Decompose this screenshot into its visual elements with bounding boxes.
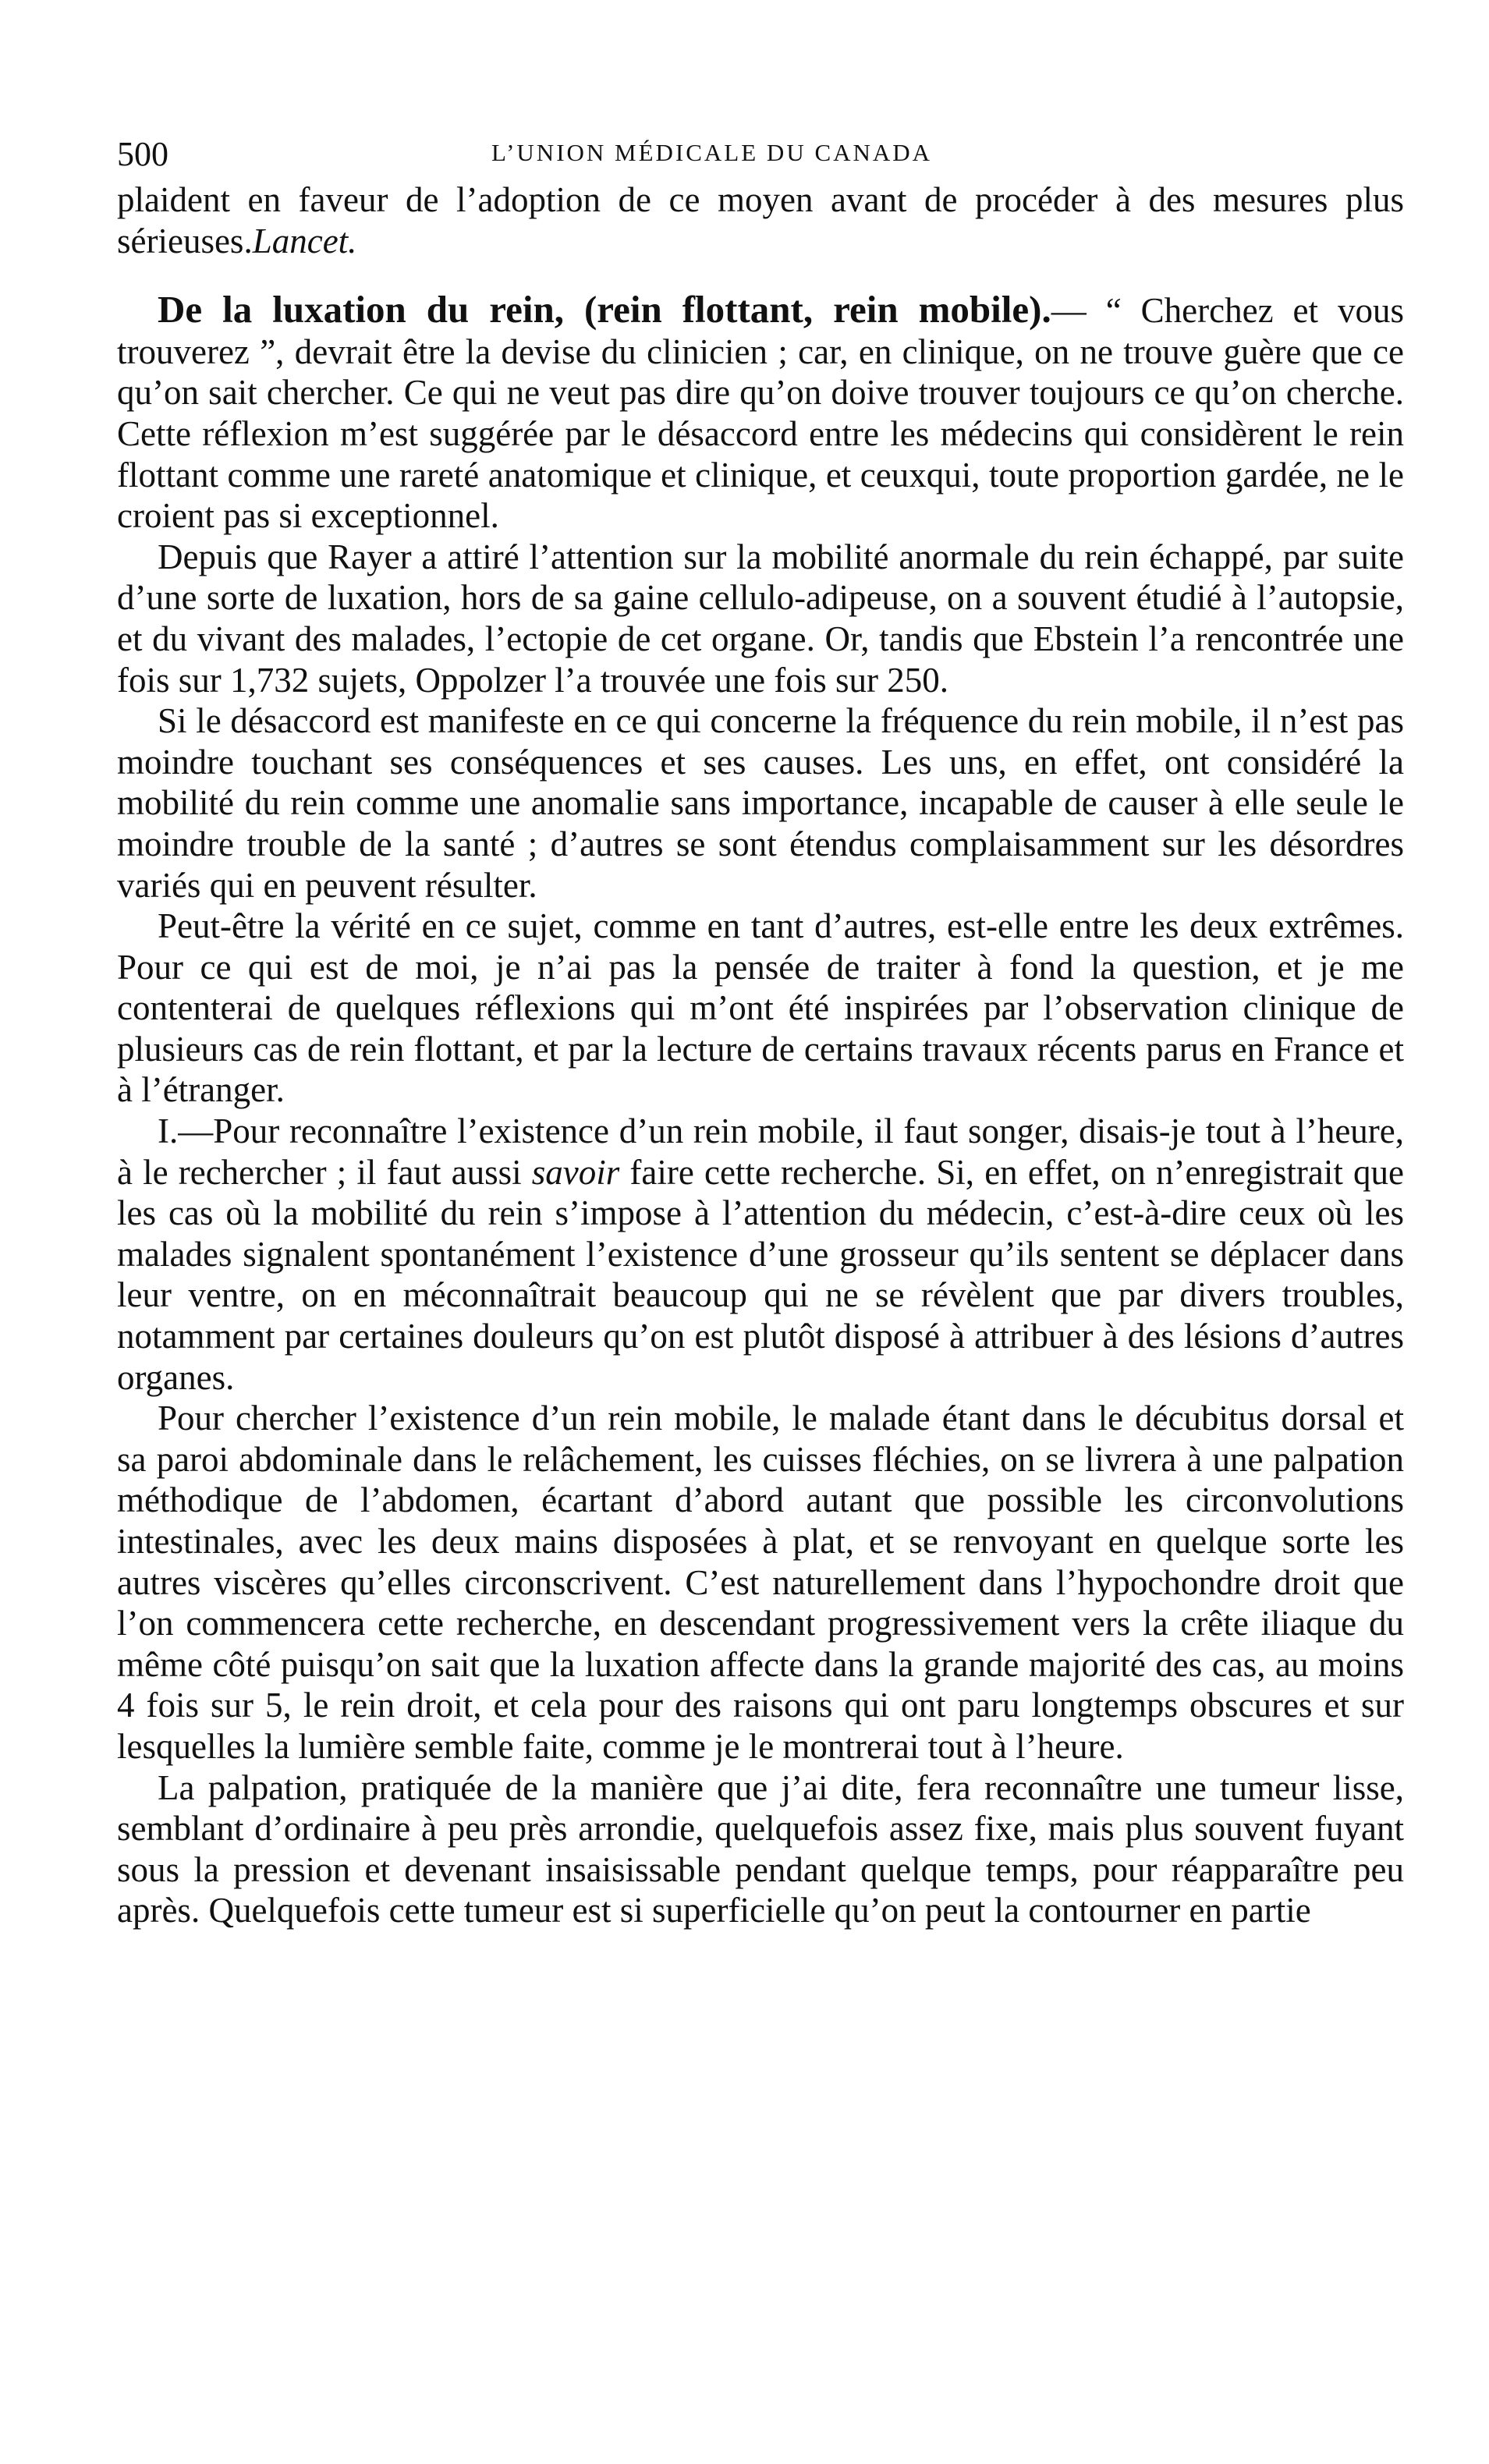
section-one-emphasis: savoir	[531, 1152, 620, 1192]
section-one-text-end: faire cette recherche. Si, en effet, on n’enregistrait que les cas où la mobilité du rein s’impose à l’attention du médecin, c’est-à-dire ceux où les malades signalent spontanément l’existence d’une grosseur qu’ils sentent se déplacer dans leur ventre, on en méconnaîtrait beaucoup qui ne se révèlent que par divers troubles, notamment par certaines douleurs qu’on est plutôt disposé à attribuer à des lésions d’autres organes.	[117, 1152, 1404, 1397]
paragraph: Peut-être la vérité en ce sujet, comme en tant d’autres, est-elle entre les deux extrêmes. Pour ce qui est de moi, je n’ai pas la pensée de traiter à fond la question, et je me contenterai de quelques réflexions qui m’ont été inspirées par l’observation clinique de plusieurs cas de rein flottant, et par la lecture de certains travaux récents parus en France et à l’étranger.	[117, 906, 1404, 1110]
section-one-text-start: I.—Pour reconnaître l’existence d’un rein mobile, il faut songer, disais-je tout à l’heure, à le rechercher ; il faut aussi	[117, 1111, 1404, 1192]
article-title: De la luxation du rein, (rein flottant, rein mobile).	[158, 288, 1051, 331]
document-page	[117, 117, 1404, 1931]
intro-paragraph	[117, 179, 1404, 261]
running-head: L’UNION MÉDICALE DU CANADA	[491, 139, 933, 166]
paragraph: La palpation, pratiquée de la manière que j’ai dite, fera reconnaître une tumeur lisse, semblant d’ordinaire à peu près arrondie, quelquefois assez fixe, mais plus souvent fuyant sous la pression et devenant insaisissable pendant quelque temps, pour réapparaître peu après. Quelquefois cette tumeur est si superficielle qu’on peut la contourner en partie	[117, 1767, 1404, 1930]
article-lead-paragraph	[117, 289, 1404, 537]
page-header	[117, 117, 1404, 179]
intro-text: plaident en faveur de l’adoption de ce moyen avant de procéder à des mesures plus sérieuses.	[117, 180, 1404, 261]
section-one-paragraph	[117, 1111, 1404, 1398]
body-text	[117, 179, 1404, 1931]
page-number: 500	[117, 135, 168, 173]
paragraph: Depuis que Rayer a attiré l’attention sur la mobilité anormale du rein échappé, par suite d’une sorte de luxation, hors de sa gaine cellulo-adipeuse, on a souvent étudié à l’autopsie, et du vivant des malades, l’ectopie de cet organe. Or, tandis que Ebstein l’a rencontrée une fois sur 1,732 sujets, Oppolzer l’a trouvée une fois sur 250.	[117, 537, 1404, 700]
paragraph: Si le désaccord est manifeste en ce qui concerne la fréquence du rein mobile, il n’est pas moindre touchant ses conséquences et ses causes. Les uns, en effet, ont considéré la mobilité du rein comme une anomalie sans importance, incapable de causer à elle seule le moindre trouble de la santé ; d’autres se sont étendus complaisamment sur les désordres variés qui en peuvent résulter.	[117, 701, 1404, 905]
intro-source: Lancet.	[252, 221, 357, 261]
paragraph: Pour chercher l’existence d’un rein mobile, le malade étant dans le décubitus dorsal et sa paroi abdominale dans le relâchement, les cuisses fléchies, on se livrera à une palpation méthodique de l’abdomen, écartant d’abord autant que possible les circonvolutions intestinales, avec les deux mains disposées à plat, et se renvoyant en quelque sorte les autres viscères qu’elles circonscrivent. C’est naturellement dans l’hypochondre droit que l’on commencera cette recherche, en descendant progressivement vers la crête iliaque du même côté puisqu’on sait que la luxation affecte dans la grande majorité des cas, au moins 4 fois sur 5, le rein droit, et cela pour des raisons qui ont paru longtemps obscures et sur lesquelles la lumière semble faite, comme je le montrerai tout à l’heure.	[117, 1399, 1404, 1766]
article-lead-text: — “ Cherchez et vous trouverez ”, devrait être la devise du clinicien ; car, en clinique, on ne trouve guère que ce qu’on sait chercher. Ce qui ne veut pas dire qu’on doive trouver toujours ce qu’on cherche. Cette réflexion m’est suggérée par le désaccord entre les médecins qui considèrent le rein flottant comme une rareté anatomique et clinique, et ceuxqui, toute proportion gardée, ne le croient pas si exceptionnel.	[117, 291, 1405, 536]
